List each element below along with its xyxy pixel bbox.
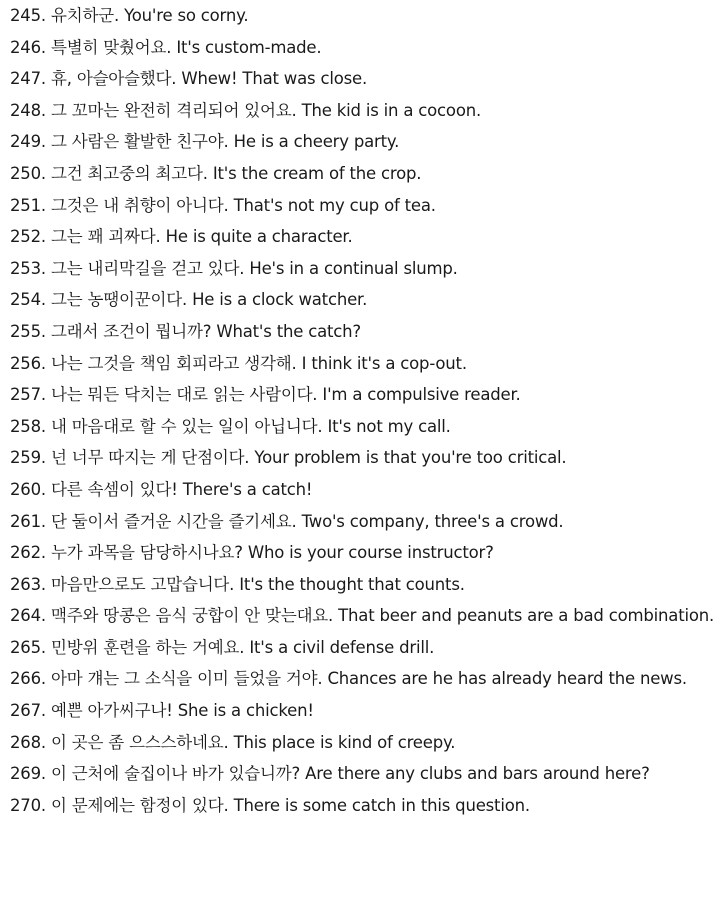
korean-text: 나는 뭐든 닥치는 대로 읽는 사람이다. <box>51 385 318 405</box>
korean-text: 아마 걔는 그 소식을 이미 들었을 거야. <box>51 669 323 689</box>
item-number: 261. <box>10 511 46 531</box>
item-number: 250. <box>10 163 46 183</box>
english-text: He is quite a character. <box>165 227 353 247</box>
list-item <box>10 348 718 380</box>
korean-text: 그 사람은 활발한 친구야. <box>51 132 229 152</box>
english-text: He is a clock watcher. <box>192 290 368 310</box>
list-item <box>10 32 718 64</box>
list-item <box>10 316 718 348</box>
english-text: The kid is in a cocoon. <box>301 100 482 120</box>
list-item <box>10 506 718 538</box>
korean-text: 그는 꽤 괴짜다. <box>51 227 161 247</box>
item-number: 258. <box>10 416 46 436</box>
item-number: 251. <box>10 195 46 215</box>
list-item <box>10 221 718 253</box>
list-item <box>10 158 718 190</box>
list-item <box>10 63 718 95</box>
item-number: 253. <box>10 258 46 278</box>
english-text: That's not my cup of tea. <box>233 195 436 215</box>
english-text: This place is kind of creepy. <box>233 732 456 752</box>
list-item <box>10 474 718 506</box>
list-item <box>10 284 718 316</box>
korean-text: 민방위 훈련을 하는 거예요. <box>51 637 245 657</box>
list-item <box>10 727 718 759</box>
item-number: 246. <box>10 37 46 57</box>
english-text: What's the catch? <box>216 321 361 341</box>
item-number: 265. <box>10 637 46 657</box>
english-text: Chances are he has already heard the news. <box>327 669 687 689</box>
list-item <box>10 411 718 443</box>
item-number: 247. <box>10 69 46 89</box>
item-number: 268. <box>10 732 46 752</box>
english-text: It's custom-made. <box>176 37 322 57</box>
item-number: 269. <box>10 764 46 784</box>
item-number: 267. <box>10 701 46 721</box>
item-number: 249. <box>10 132 46 152</box>
list-item <box>10 695 718 727</box>
korean-text: 이 곳은 좀 으스스하네요. <box>51 732 229 752</box>
english-text: Two's company, three's a crowd. <box>301 511 564 531</box>
korean-text: 특별히 맞췄어요. <box>51 37 172 57</box>
korean-text: 유치하군. <box>51 6 120 25</box>
item-number: 245. <box>10 6 46 25</box>
item-number: 257. <box>10 385 46 405</box>
item-number: 266. <box>10 669 46 689</box>
english-text: I think it's a cop-out. <box>301 353 467 373</box>
korean-text: 그래서 조건이 뭡니까? <box>51 321 212 341</box>
list-item <box>10 663 718 695</box>
list-item <box>10 442 718 474</box>
list-item <box>10 190 718 222</box>
korean-text: 맥주와 땅콩은 음식 궁합이 안 맞는대요. <box>51 606 334 626</box>
korean-text: 이 문제에는 함정이 있다. <box>51 795 229 815</box>
english-text: That beer and peanuts are a bad combination. <box>338 606 715 626</box>
item-number: 262. <box>10 543 46 563</box>
phrase-list <box>10 0 718 821</box>
english-text: Whew! That was close. <box>181 69 367 89</box>
list-item <box>10 379 718 411</box>
item-number: 263. <box>10 574 46 594</box>
korean-text: 마음만으로도 고맙습니다. <box>51 574 235 594</box>
korean-text: 그는 내리막길을 걷고 있다. <box>51 258 245 278</box>
english-text: Your problem is that you're too critical. <box>254 448 567 468</box>
english-text: Who is your course instructor? <box>247 543 494 563</box>
english-text: You're so corny. <box>124 6 249 25</box>
korean-text: 다른 속셈이 있다! <box>51 479 178 499</box>
english-text: He is a cheery party. <box>233 132 400 152</box>
korean-text: 휴, 아슬아슬했다. <box>51 69 177 89</box>
korean-text: 그는 농땡이꾼이다. <box>51 290 188 310</box>
list-item <box>10 95 718 127</box>
list-item <box>10 632 718 664</box>
korean-text: 그것은 내 취향이 아니다. <box>51 195 229 215</box>
item-number: 259. <box>10 448 46 468</box>
list-item <box>10 126 718 158</box>
english-text: I'm a compulsive reader. <box>322 385 521 405</box>
korean-text: 나는 그것을 책임 회피라고 생각해. <box>51 353 297 373</box>
list-item <box>10 790 718 822</box>
english-text: She is a chicken! <box>177 701 314 721</box>
item-number: 248. <box>10 100 46 120</box>
korean-text: 단 둘이서 즐거운 시간을 즐기세요. <box>51 511 297 531</box>
item-number: 254. <box>10 290 46 310</box>
list-item <box>10 0 718 32</box>
list-item <box>10 758 718 790</box>
list-item <box>10 600 718 632</box>
english-text: There's a catch! <box>182 479 313 499</box>
item-number: 252. <box>10 227 46 247</box>
item-number: 256. <box>10 353 46 373</box>
item-number: 270. <box>10 795 46 815</box>
english-text: Are there any clubs and bars around here? <box>305 764 650 784</box>
english-text: He's in a continual slump. <box>249 258 458 278</box>
list-item <box>10 537 718 569</box>
korean-text: 누가 과목을 담당하시나요? <box>51 543 243 563</box>
korean-text: 이 근처에 술집이나 바가 있습니까? <box>51 764 301 784</box>
english-text: It's a civil defense drill. <box>249 637 435 657</box>
english-text: It's the thought that counts. <box>239 574 465 594</box>
korean-text: 내 마음대로 할 수 있는 일이 아닙니다. <box>51 416 323 436</box>
english-text: It's not my call. <box>327 416 451 436</box>
korean-text: 그 꼬마는 완전히 격리되어 있어요. <box>51 100 297 120</box>
item-number: 255. <box>10 321 46 341</box>
list-item <box>10 569 718 601</box>
item-number: 264. <box>10 606 46 626</box>
korean-text: 그건 최고중의 최고다. <box>51 163 208 183</box>
korean-text: 넌 너무 따지는 게 단점이다. <box>51 448 250 468</box>
list-item <box>10 253 718 285</box>
english-text: There is some catch in this question. <box>233 795 530 815</box>
item-number: 260. <box>10 479 46 499</box>
english-text: It's the cream of the crop. <box>212 163 422 183</box>
korean-text: 예쁜 아가씨구나! <box>51 701 173 721</box>
